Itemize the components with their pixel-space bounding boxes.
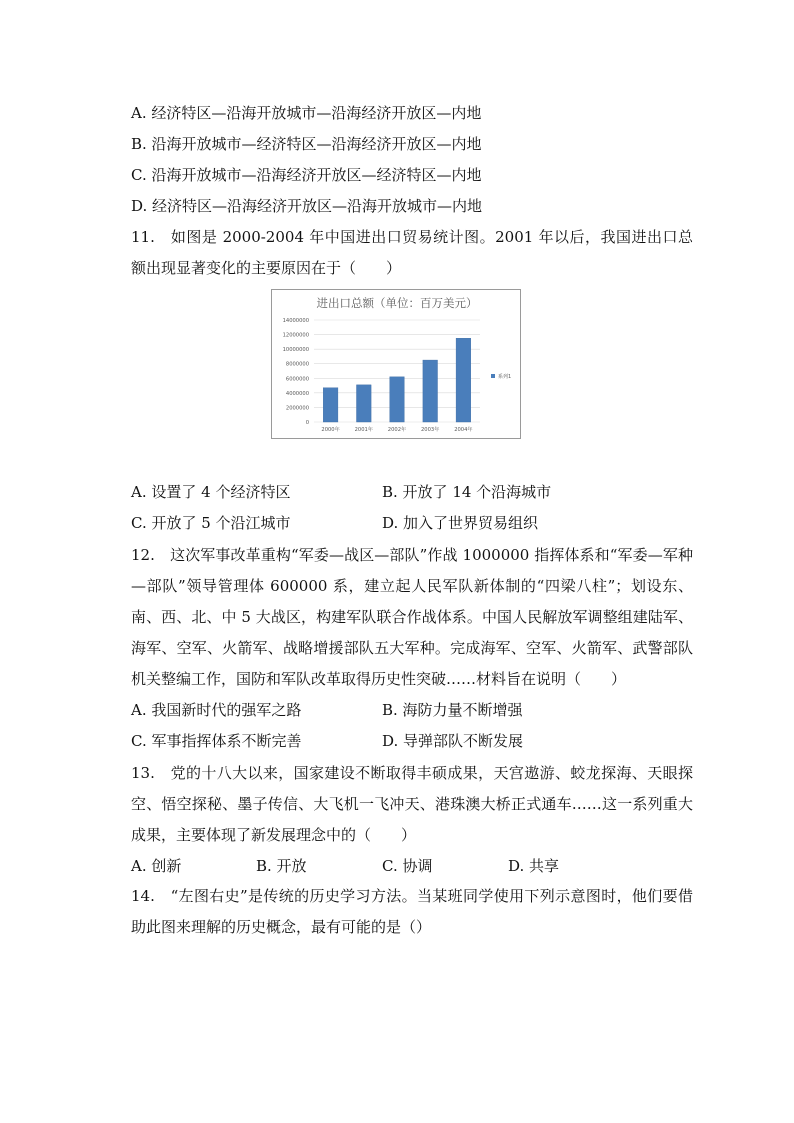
q13-option-d: D. 共享: [508, 857, 560, 875]
q12-options: [131, 700, 691, 720]
y-tick-label: 14000000: [282, 318, 309, 324]
legend-label: 系列1: [498, 374, 512, 380]
x-tick-label: 2003年: [421, 427, 440, 433]
q11-option-b: B. 开放了 14 个沿海城市: [382, 483, 552, 501]
q14-stem: 14. “左图右史”是传统的历史学习方法。当某班同学使用下列示意图时，他们要借助此图来理解的历史概念，最有可能的是（）: [131, 887, 693, 936]
q13-option-a: A. 创新: [131, 857, 182, 875]
q12-option-c: C. 军事指挥体系不断完善: [131, 732, 302, 750]
q12-stem: 12. 这次军事改革重构“军委—战区—部队”作战 1000000 指挥体系和“军委—军种—部队”领导管理体 600000 系，建立起人民军队新体制的“四梁八柱”；划设东、南、西、北、中 5 大战区，构建军队联合作战体系。中国人民解放军调整组建陆军、海军、空军、火箭军、战略增援部队五大军种。完成海军、空军、火箭军、武警部队机关整编工作，国防和军队改革取得历史性突破……材料旨在说明（ ）: [131, 546, 693, 688]
y-tick-label: 6000000: [285, 376, 309, 383]
q11-options: [131, 482, 691, 502]
bar: [456, 338, 471, 422]
bar: [323, 388, 338, 422]
legend-swatch: [491, 374, 495, 378]
q10-option-a: A. 经济特区—沿海开放城市—沿海经济开放区—内地: [131, 104, 482, 122]
q11-option-c: C. 开放了 5 个沿江城市: [131, 514, 291, 532]
y-tick-label: 0: [305, 420, 309, 426]
q13-option-c: C. 协调: [382, 857, 433, 875]
trade-chart: [271, 289, 521, 439]
x-tick-label: 2001年: [354, 427, 373, 433]
q12-option-d: D. 导弹部队不断发展: [382, 732, 524, 750]
q11-option-d: D. 加入了世界贸易组织: [382, 514, 539, 532]
q10-option-b: B. 沿海开放城市—经济特区—沿海经济开放区—内地: [131, 135, 482, 153]
q10-option-d: D. 经济特区—沿海经济开放区—沿海开放城市—内地: [131, 197, 483, 215]
bar: [423, 360, 438, 422]
q10-option-c: C. 沿海开放城市—沿海经济开放区—经济特区—内地: [131, 166, 482, 184]
q12-option-b: B. 海防力量不断增强: [382, 701, 523, 719]
x-tick-label: 2004年: [454, 427, 473, 433]
y-tick-label: 2000000: [285, 405, 309, 412]
x-tick-label: 2000年: [321, 427, 340, 433]
q13-options: [131, 856, 691, 876]
trade-chart-svg: [272, 290, 522, 440]
q11-options-2: [131, 513, 691, 533]
q11-option-a: A. 设置了 4 个经济特区: [131, 483, 291, 501]
bar: [390, 377, 405, 422]
y-tick-label: 12000000: [282, 332, 309, 339]
q13-stem: 13. 党的十八大以来，国家建设不断取得丰硕成果，天宫遨游、蛟龙探海、天眼探空、悟空探秘、墨子传信、大飞机一飞冲天、港珠澳大桥正式通车……这一系列重大成果，主要体现了新发展理念中的（ ）: [131, 764, 693, 844]
x-tick-label: 2002年: [387, 427, 407, 433]
q12-option-a: A. 我国新时代的强军之路: [131, 701, 302, 719]
y-tick-label: 8000000: [285, 361, 309, 368]
bar: [356, 385, 371, 422]
y-tick-label: 10000000: [282, 347, 309, 354]
y-tick-label: 4000000: [285, 390, 309, 397]
q12-options-2: [131, 731, 691, 751]
chart-title: 进出口总额（单位：百万美元）: [316, 296, 478, 310]
q13-option-b: B. 开放: [256, 857, 307, 875]
q11-stem: 11. 如图是 2000-2004 年中国进出口贸易统计图。2001 年以后，我国进出口总额出现显著变化的主要原因在于（ ）: [131, 228, 693, 277]
